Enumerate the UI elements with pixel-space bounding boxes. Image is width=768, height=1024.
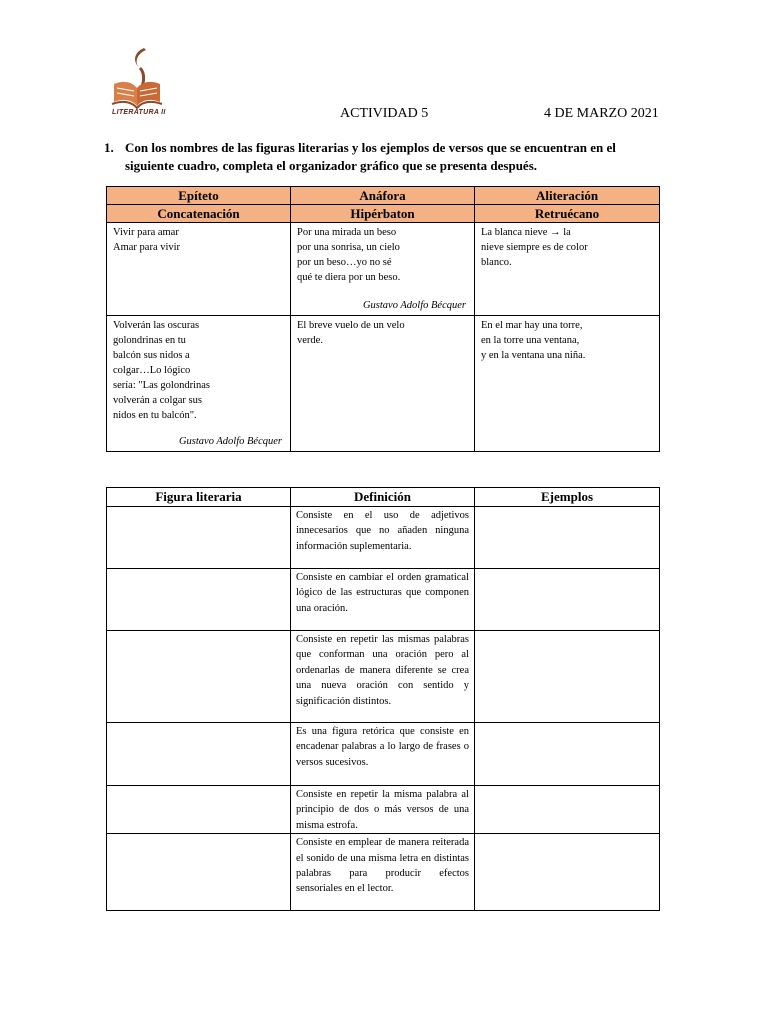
figure-name-cell[interactable]: [107, 786, 291, 834]
verse-line: nieve siempre es de color: [481, 242, 588, 253]
figure-name-cell[interactable]: [107, 723, 291, 786]
logo-caption: LITERATURA II: [112, 109, 166, 116]
definition-cell: Es una figura retórica que consiste en encadenar palabras a lo largo de frases o versos sucesivos.: [291, 723, 475, 786]
column-header: Figura literaria: [107, 488, 291, 507]
header-row: [107, 187, 660, 205]
verse-line: verde.: [297, 335, 323, 346]
definition-cell: Consiste en repetir la misma palabra al principio de dos o más versos de una misma estrofa.: [291, 786, 475, 834]
example-entry-cell[interactable]: [475, 723, 660, 786]
column-header: Definición: [291, 488, 475, 507]
verse-line: en la torre una ventana,: [481, 335, 580, 346]
example-cell: [107, 223, 291, 316]
verse-line: La blanca nieve → la: [481, 227, 571, 238]
organizer-row: [107, 786, 660, 834]
author-name: Gustavo Adolfo Bécquer: [178, 436, 282, 447]
organizer-row: [107, 631, 660, 723]
column-header: Ejemplos: [475, 488, 660, 507]
example-entry-cell[interactable]: [475, 569, 660, 631]
example-entry-cell[interactable]: [475, 631, 660, 723]
verse-line: golondrinas en tu: [113, 335, 186, 346]
figure-name-cell[interactable]: [107, 834, 291, 911]
example-cell: [291, 316, 475, 452]
header-cell: Epíteto: [107, 187, 291, 205]
verse-line: Amar para vivir: [113, 242, 181, 253]
activity-title: ACTIVIDAD 5: [340, 106, 429, 121]
header-cell: Hipérbaton: [291, 205, 475, 223]
figure-name-cell[interactable]: [107, 507, 291, 569]
examples-row: [107, 223, 660, 316]
verse-line: Vivir para amar: [113, 227, 179, 238]
header-row: [107, 205, 660, 223]
example-cell: [475, 316, 660, 452]
verse-line: En el mar hay una torre,: [481, 320, 583, 331]
example-cell: [291, 223, 475, 316]
verse-line: colgar…Lo lógico: [113, 365, 191, 376]
figures-table: [106, 186, 660, 452]
verse-line: El breve vuelo de un velo: [297, 320, 405, 331]
verse-line: balcón sus nidos a: [113, 350, 190, 361]
instruction: [104, 139, 664, 175]
examples-row: [107, 316, 660, 452]
verse-line: Por una mirada un beso: [297, 227, 397, 238]
verse-line: por una sonrisa, un cielo: [297, 242, 400, 253]
activity-date: 4 DE MARZO 2021: [544, 106, 659, 121]
definition-cell: Consiste en cambiar el orden gramatical lógico de las estructuras que componen una oración.: [291, 569, 475, 631]
verse-line: sería: "Las golondrinas: [113, 380, 211, 391]
example-cell: [475, 223, 660, 316]
verse-line: volverán a colgar sus: [113, 395, 202, 406]
organizer-row: [107, 834, 660, 911]
organizer-row: [107, 723, 660, 786]
instruction-text: Con los nombres de las figuras literarias y los ejemplos de versos que se encuentran en el siguiente cuadro, completa el organizador gráfico que se presenta después.: [125, 140, 616, 173]
example-entry-cell[interactable]: [475, 786, 660, 834]
organizer-row: [107, 507, 660, 569]
verse-line: blanco.: [481, 257, 512, 268]
verse-line: por un beso…yo no sé: [297, 257, 392, 268]
verse-line: y en la ventana una niña.: [481, 350, 586, 361]
header-cell: Aliteración: [475, 187, 660, 205]
verse-line: nidos en tu balcón".: [113, 410, 197, 421]
header-cell: Concatenación: [107, 205, 291, 223]
definition-cell: Consiste en emplear de manera reiterada el sonido de una misma letra en distintas palabras para producir efectos sensoriales en el lector.: [291, 834, 475, 911]
verse-line: qué te diera por un beso.: [297, 272, 401, 283]
figure-name-cell[interactable]: [107, 631, 291, 723]
definition-cell: Consiste en el uso de adjetivos innecesarios que no añaden ninguna información suplementaria.: [291, 507, 475, 569]
instruction-number: 1.: [104, 140, 114, 155]
example-entry-cell[interactable]: [475, 834, 660, 911]
header-cell: Anáfora: [291, 187, 475, 205]
author-name: Gustavo Adolfo Bécquer: [362, 300, 466, 311]
header-cell: Retruécano: [475, 205, 660, 223]
organizer-table: [106, 487, 660, 911]
example-cell: [107, 316, 291, 452]
definition-cell: Consiste en repetir las mismas palabras que conforman una oración pero al ordenarlas de manera diferente se crea una nueva oración con sentido y significación distintos.: [291, 631, 475, 723]
organizer-header-row: [107, 488, 660, 507]
verse-line: Volverán las oscuras: [113, 320, 200, 331]
example-entry-cell[interactable]: [475, 507, 660, 569]
organizer-row: [107, 569, 660, 631]
figure-name-cell[interactable]: [107, 569, 291, 631]
